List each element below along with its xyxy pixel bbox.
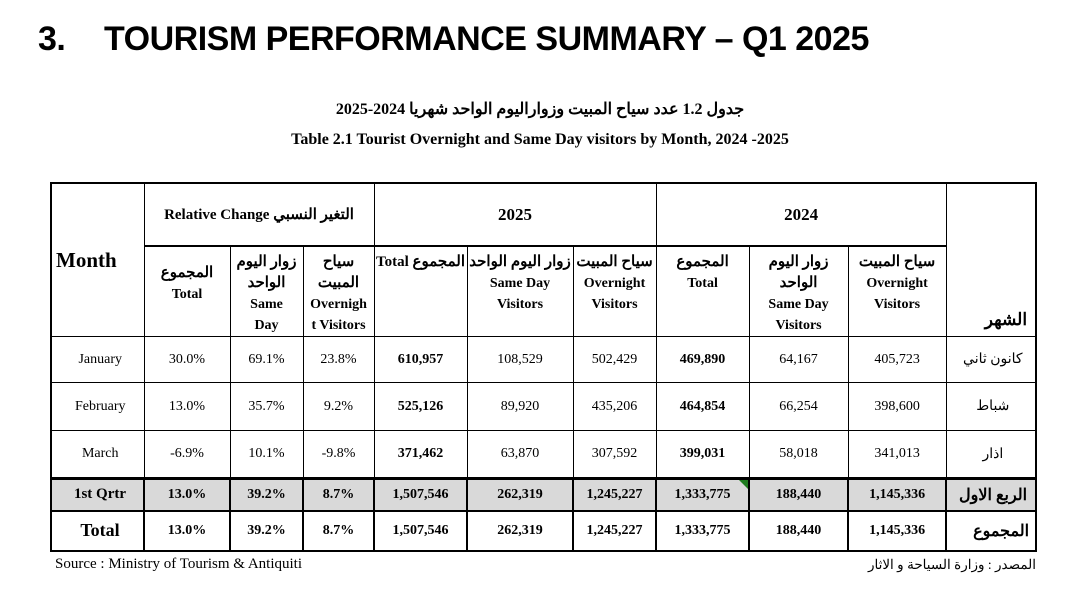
- cell-2025-same: 108,529: [467, 337, 573, 383]
- cell-2025-same: 63,870: [467, 431, 573, 479]
- header-row-columns: [51, 246, 1036, 337]
- cell-rc-same: 39.2%: [230, 511, 303, 551]
- table-caption-english: Table 2.1 Tourist Overnight and Same Day visitors by Month, 2024 -2025: [291, 131, 789, 148]
- header-month: Month: [51, 183, 144, 337]
- source-note-english: Source : Ministry of Tourism & Antiquiti: [55, 556, 303, 572]
- header-line: سياح المبيت: [576, 254, 653, 270]
- header-line: Total المجموع: [376, 254, 466, 270]
- page-title-text: TOURISM PERFORMANCE SUMMARY – Q1 2025: [104, 20, 869, 58]
- cell-2024-total: 464,854: [656, 383, 749, 431]
- cell-2025-overnight: 435,206: [573, 383, 656, 431]
- cell-2024-overnight: 405,723: [848, 337, 946, 383]
- header-line: Day: [254, 318, 279, 333]
- header-line: t Visitors: [311, 318, 366, 333]
- cell-2024-same: 188,440: [749, 511, 848, 551]
- cell-2025-total: 1,507,546: [374, 479, 467, 511]
- cell-month: February: [51, 383, 144, 431]
- header-rc-overnight: [303, 246, 374, 337]
- header-line: سياح المبيت: [858, 254, 936, 270]
- header-line: Visitors: [496, 297, 544, 312]
- cell-rc-same: 35.7%: [230, 383, 303, 431]
- header-year-2025: 2025: [374, 183, 656, 246]
- cell-2024-same: 188,440: [749, 479, 848, 511]
- cell-shahr: المجموع: [946, 511, 1036, 551]
- header-line: سياح: [322, 254, 355, 270]
- cell-rc-total: 13.0%: [144, 511, 230, 551]
- cell-rc-same: 69.1%: [230, 337, 303, 383]
- header-2025-total: [374, 246, 467, 337]
- cell-2025-same: 262,319: [467, 511, 573, 551]
- header-line: Overnigh: [310, 297, 367, 312]
- header-year-2024: 2024: [656, 183, 946, 246]
- header-line: Same Day: [489, 276, 551, 291]
- cell-rc-overnight: 23.8%: [303, 337, 374, 383]
- cell-2024-overnight: 1,145,336: [848, 479, 946, 511]
- cell-2025-same: 89,920: [467, 383, 573, 431]
- header-line: Total: [687, 276, 718, 291]
- page-title: [38, 20, 1043, 59]
- table-row-first-quarter: [51, 479, 1036, 511]
- header-line: Total: [171, 287, 203, 302]
- header-line: زوار اليوم الواحد: [768, 254, 829, 291]
- cell-2025-total: 525,126: [374, 383, 467, 431]
- cell-2025-overnight: 1,245,227: [573, 479, 656, 511]
- cell-rc-total: 13.0%: [144, 479, 230, 511]
- header-line: Visitors: [775, 318, 822, 333]
- cell-month: March: [51, 431, 144, 479]
- tourism-table: [50, 182, 1037, 552]
- cell-rc-same: 39.2%: [230, 479, 303, 511]
- header-2024-same-day: [749, 246, 848, 337]
- table-row: [51, 383, 1036, 431]
- cell-month: Total: [51, 511, 144, 551]
- cell-2025-overnight: 307,592: [573, 431, 656, 479]
- header-line: Same Day: [768, 297, 829, 312]
- cell-month: 1st Qrtr: [51, 479, 144, 511]
- cell-2025-overnight: 1,245,227: [573, 511, 656, 551]
- cell-2024-total: [656, 479, 749, 511]
- cell-rc-overnight: 9.2%: [303, 383, 374, 431]
- header-line: زوار اليوم الواحد: [469, 254, 571, 270]
- cell-rc-overnight: -9.8%: [303, 431, 374, 479]
- cell-2025-overnight: 502,429: [573, 337, 656, 383]
- cell-2024-same: 64,167: [749, 337, 848, 383]
- table-row: [51, 431, 1036, 479]
- header-line: Visitors: [873, 297, 921, 312]
- cell-2025-same: 262,319: [467, 479, 573, 511]
- cell-rc-overnight: 8.7%: [303, 511, 374, 551]
- cell-2024-overnight: 341,013: [848, 431, 946, 479]
- header-2024-overnight: [848, 246, 946, 337]
- cell-2024-same: 58,018: [749, 431, 848, 479]
- header-2025-same-day: [467, 246, 573, 337]
- cell-2025-total: 610,957: [374, 337, 467, 383]
- cell-rc-total: -6.9%: [144, 431, 230, 479]
- cell-shahr: كانون ثاني: [946, 337, 1036, 383]
- cell-2024-overnight: 1,145,336: [848, 511, 946, 551]
- header-line: Overnight: [866, 276, 928, 291]
- header-2024-total: [656, 246, 749, 337]
- header-line: المبيت: [317, 275, 360, 291]
- cell-2024-same: 66,254: [749, 383, 848, 431]
- source-note-arabic: المصدر : وزارة السياحة و الاثار: [867, 557, 1036, 572]
- cell-2024-total: 399,031: [656, 431, 749, 479]
- cell-2024-overnight: 398,600: [848, 383, 946, 431]
- cell-shahr: الربع الاول: [946, 479, 1036, 511]
- cell-2025-total: 371,462: [374, 431, 467, 479]
- cell-rc-overnight: 8.7%: [303, 479, 374, 511]
- header-shahr: الشهر: [946, 183, 1036, 337]
- header-rc-same-day: [230, 246, 303, 337]
- visitors-table: [50, 182, 1037, 552]
- header-line: المجموع: [160, 265, 214, 281]
- header-line: Visitors: [591, 297, 638, 312]
- header-rc-total: [144, 246, 230, 337]
- cell-2024-total: 1,333,775: [656, 511, 749, 551]
- header-row-groups: [51, 183, 1036, 246]
- cell-shahr: شباط: [946, 383, 1036, 431]
- section-number: 3.: [38, 20, 66, 58]
- header-line: الواحد: [247, 275, 286, 291]
- comment-marker-triangle-icon: [739, 480, 748, 489]
- cell-rc-same: 10.1%: [230, 431, 303, 479]
- cell-shahr: اذار: [946, 431, 1036, 479]
- cell-rc-total: 30.0%: [144, 337, 230, 383]
- table-row-total: [51, 511, 1036, 551]
- header-line: المجموع: [676, 254, 729, 270]
- table-caption-arabic: جدول 1.2 عدد سياح المبيت وزواراليوم الواحد شهريا 2024-2025: [335, 101, 745, 118]
- header-line: Same: [250, 297, 283, 312]
- cell-2024-total: 469,890: [656, 337, 749, 383]
- header-line: Overnight: [583, 276, 646, 291]
- header-line: زوار اليوم: [236, 254, 297, 270]
- cell-value: 1,333,775: [674, 486, 731, 502]
- header-2025-overnight: [573, 246, 656, 337]
- cell-month: January: [51, 337, 144, 383]
- header-relative-change: Relative Change التغير النسبي: [144, 183, 374, 246]
- cell-rc-total: 13.0%: [144, 383, 230, 431]
- table-row: [51, 337, 1036, 383]
- cell-2025-total: 1,507,546: [374, 511, 467, 551]
